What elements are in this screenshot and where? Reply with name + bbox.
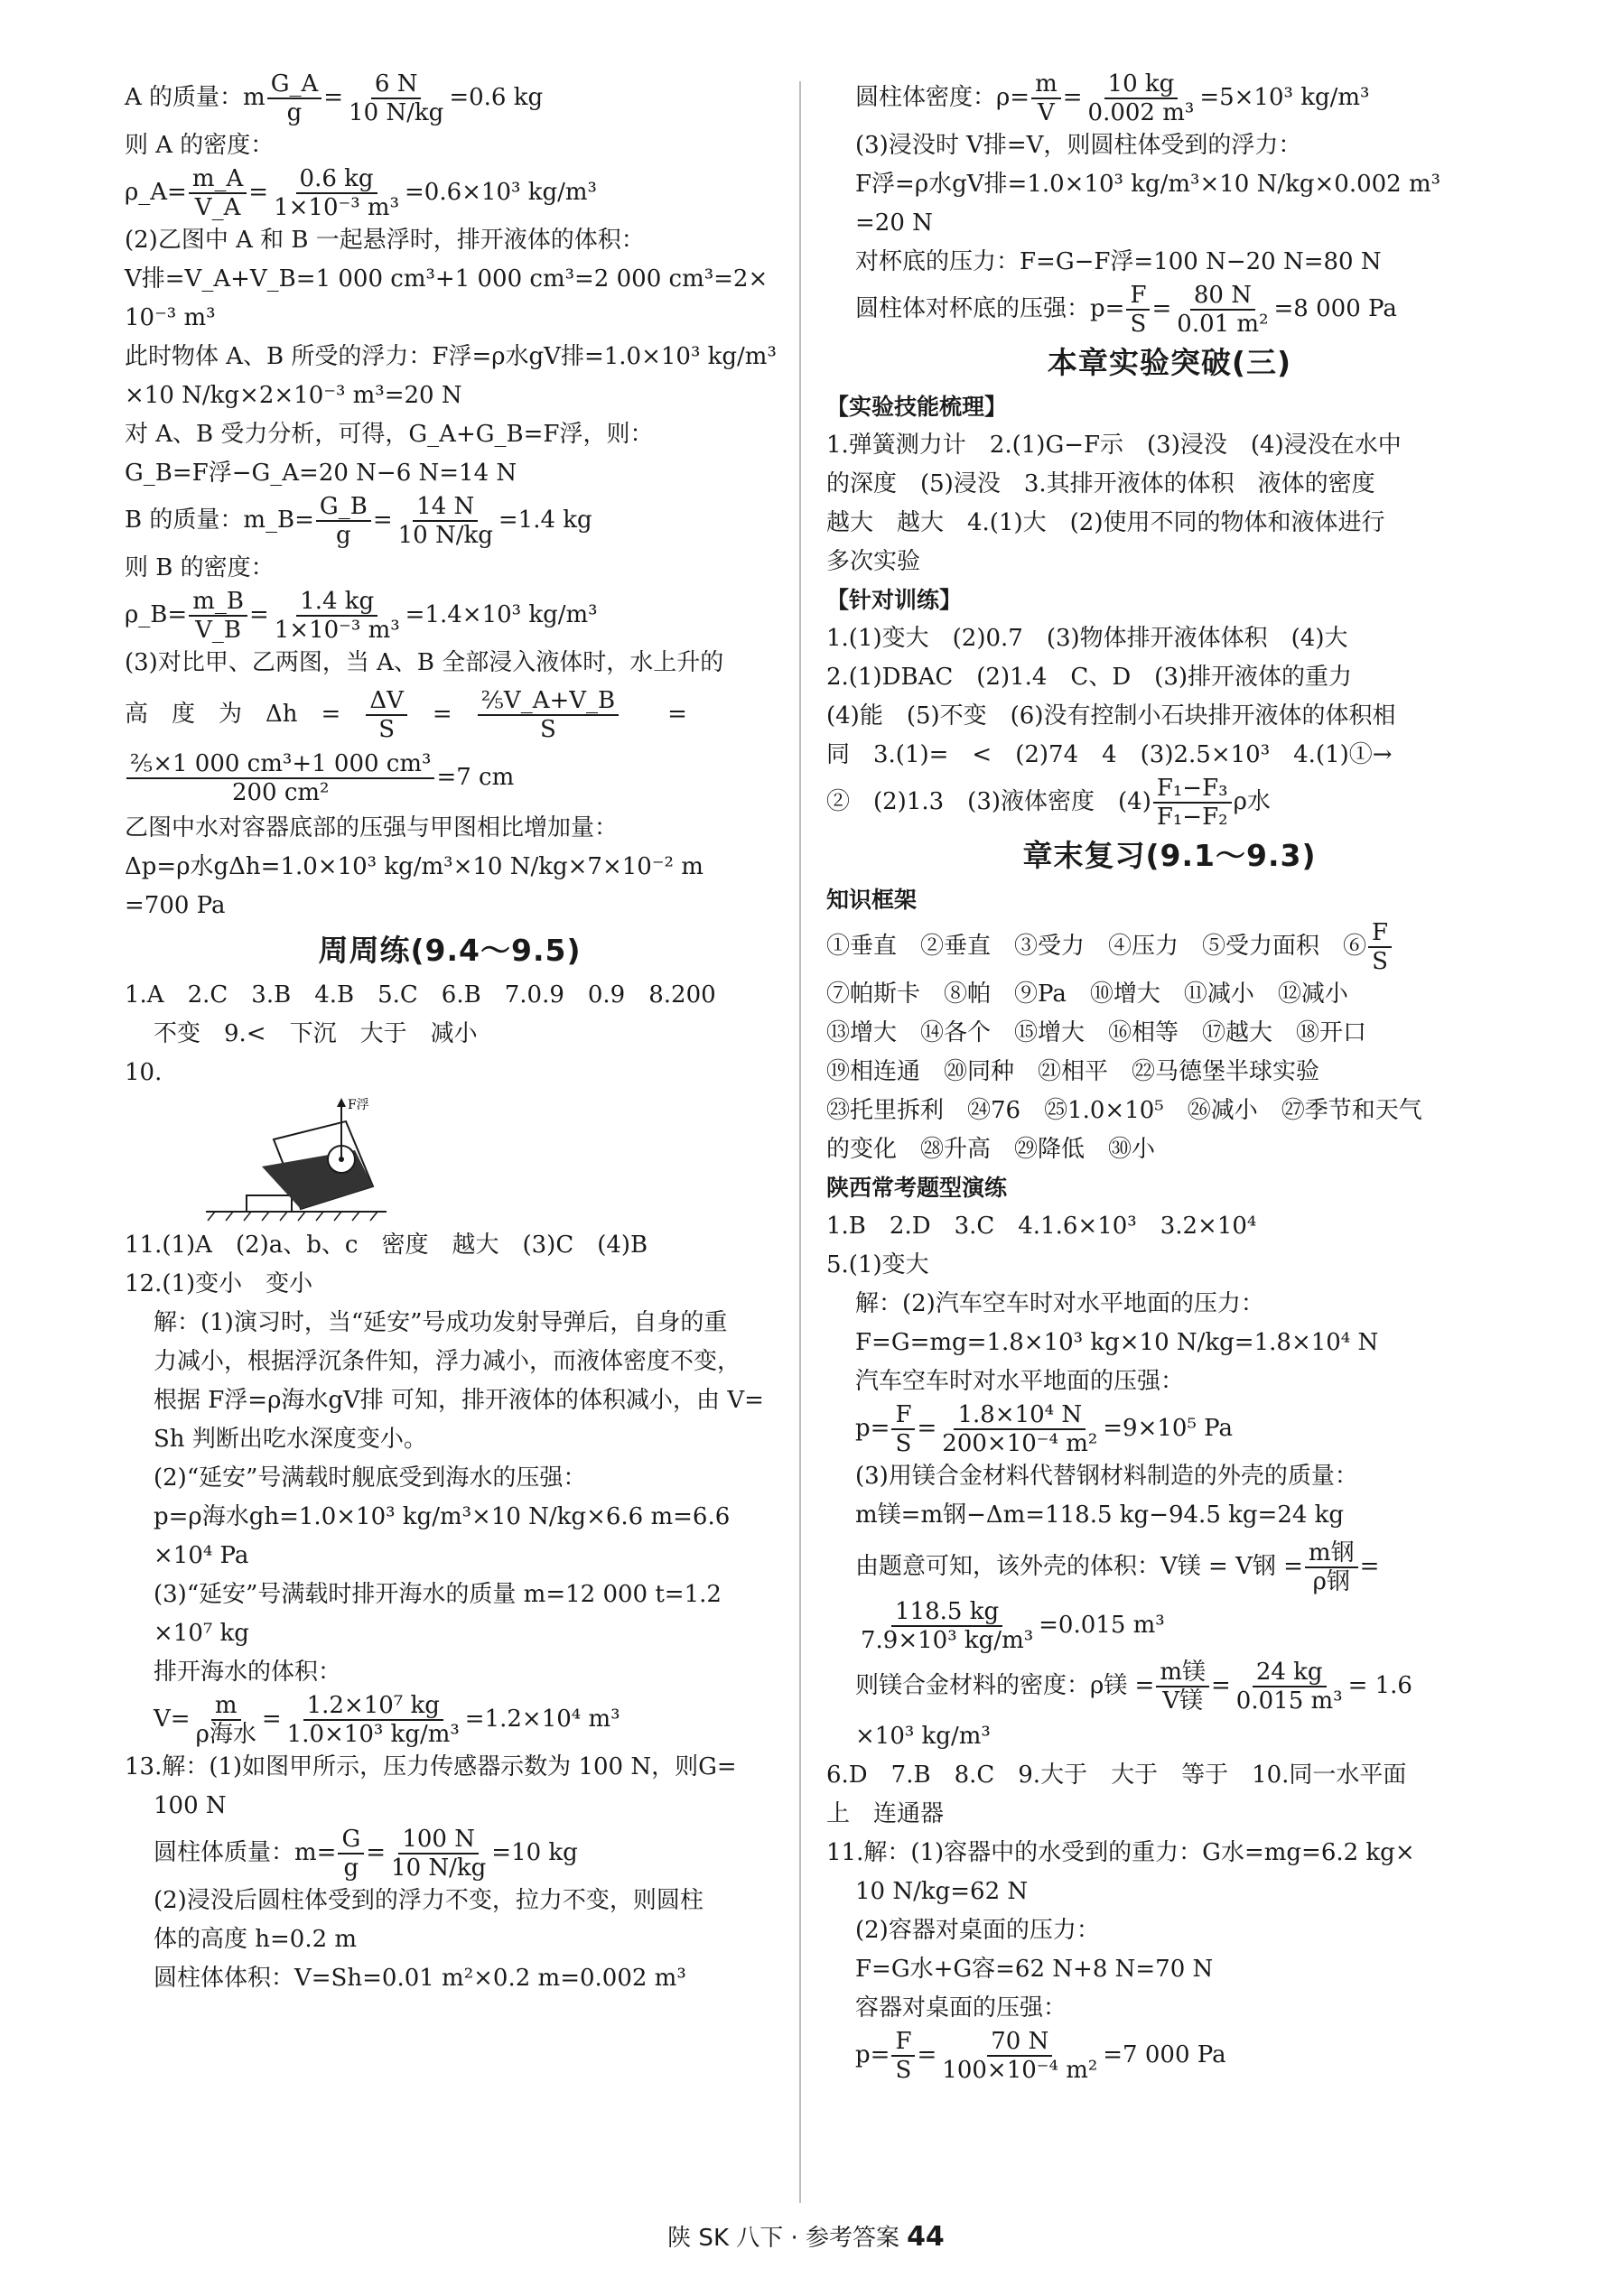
cylinder-mass-line: 圆柱体质量：m= $\frac{G}{g}$ = $\frac{100 N}{10 N/kg}$ =10 kg (154, 1826, 578, 1882)
answer-line: 越大 越大 4.(1)大 (2)使用不同的物体和液体进行 (826, 509, 1385, 536)
text-line: G_B=F浮−G_A=20 N−6 N=14 N (125, 460, 517, 487)
text-line: 排开海水的体积： (154, 1659, 342, 1686)
answer-line: 6.D 7.B 8.C 9.大于 大于 等于 10.同一水平面 (826, 1762, 1407, 1789)
text-line: 乙图中水对容器底部的压强与甲图相比增加量： (125, 814, 619, 841)
text-line: 10⁻³ m³ (125, 304, 216, 331)
volume-line: V= $\frac{m}{\text{ρ海水}}$ = $\frac{\text{1.2×10⁷ kg}}{\text{1.0×10³ kg/m³}}$ =1.2×10⁴ m³ (154, 1692, 620, 1748)
text-line: ×10⁴ Pa (154, 1542, 249, 1569)
text-line: 容器对桌面的压强： (855, 1994, 1067, 2022)
car-pressure-line: p= $\frac{F}{S}$ = $\frac{\text{1.8×10⁴ N}}{\text{200×10⁻⁴ m²}}$ =9×10⁵ Pa (855, 1401, 1233, 1457)
framework-line: ⑬增大 ⑭各个 ⑮增大 ⑯相等 ⑰越大 ⑱开口 (826, 1019, 1367, 1046)
text-line: F=G水+G容=62 N+8 N=70 N (855, 1956, 1214, 1983)
answer-line: 同 3.(1)= < (2)74 4 (3)2.5×10³ 4.(1)①→ (826, 741, 1393, 768)
text-line: (3)浸没时 V排=V，则圆柱体受到的浮力： (855, 132, 1302, 159)
text-line: 100 N (154, 1792, 227, 1819)
text-line: Sh 判断出吃水深度变小。 (154, 1426, 427, 1453)
height-line: 高 度 为 Δh = $\frac{\Delta V}{S}$ = $\frac{\text{⅖V\_A+V\_B}}{S}$ = (125, 687, 687, 743)
answer-line: 12.(1)变小 变小 (125, 1270, 313, 1297)
density-a-line: ρ_A= $\frac{m\_A}{V\_A}$ = $\frac{0.6 kg}{\text{1×10⁻³ m³}}$ =0.6×10³ kg/m³ (125, 165, 597, 221)
framework-line: ①垂直 ②垂直 ③受力 ④压力 ⑤受力面积 ⑥ $\frac{F}{S}$ (826, 919, 1513, 975)
mass-a-line: A 的质量：m $\frac{G\_A}{g}$ = $\frac{6 N}{10 N/kg}$ =0.6 kg (125, 70, 544, 126)
shell-volume-result: $\frac{118.5 kg}{\text{7.9×10³ kg/m³}}$ =0.015 m³ (861, 1598, 1165, 1654)
text-line: (2)“延安”号满载时舰底受到海水的压强： (154, 1464, 587, 1492)
text-line: 此时物体 A、B 所受的浮力：F浮=ρ水gV排=1.0×10³ kg/m³ (125, 343, 777, 370)
text-line: (3)“延安”号满载时排开海水的质量 m=12 000 t=1.2 (154, 1581, 722, 1608)
text-line: F=G=mg=1.8×10³ kg×10 N/kg=1.8×10⁴ N (855, 1329, 1379, 1356)
text-line: (2)容器对桌面的压力： (855, 1917, 1100, 1944)
page-footer (0, 2219, 1612, 2253)
text-line: 体的高度 h=0.2 m (154, 1926, 358, 1953)
column-divider (799, 81, 801, 2203)
answer-line: 1.弹簧测力计 2.(1)G−F示 (3)浸没 (4)浸没在水中 (826, 432, 1402, 459)
answer-line: 13.解：(1)如图甲所示，压力传感器示数为 100 N，则G= (125, 1753, 737, 1780)
answer-line: 上 连通器 (826, 1800, 945, 1827)
answer-line: 的深度 (5)浸没 3.其排开液体的体积 液体的密度 (826, 470, 1375, 497)
text-line: 根据 F浮=ρ海水gV排 可知，排开液体的体积减小，由 V= (154, 1387, 764, 1414)
text-line: ×10⁷ kg (154, 1620, 249, 1647)
support-block (247, 1195, 292, 1212)
answer-line: 1.A 2.C 3.B 4.B 5.C 6.B 7.0.9 0.9 8.200 (125, 981, 716, 1009)
text-line: V排=V_A+V_B=1 000 cm³+1 000 cm³=2 000 cm³=2× (125, 265, 769, 293)
text-line: 解：(2)汽车空车时对水平地面的压力： (855, 1290, 1264, 1317)
text-line: p=ρ海水gh=1.0×10³ kg/m³×10 N/kg×6.6 m=6.6 (154, 1503, 731, 1530)
alloy-density-line: 则镁合金材料的密度：ρ镁 = $\frac{\text{m镁}}{\text{V镁}}$ = $\frac{24 kg}{\text{0.015 m³}}$ = 1.6 (855, 1659, 1412, 1715)
framework-line: ⑲相连通 ⑳同种 ㉑相平 ㉒马德堡半球实验 (826, 1058, 1320, 1085)
answer-line: 2.(1)DBAC (2)1.4 C、D (3)排开液体的重力 (826, 664, 1353, 691)
text-line: 对杯底的压力：F=G−F浮=100 N−20 N=80 N (855, 248, 1382, 275)
answer-line: ② (2)1.3 (3)液体密度 (4) $\frac{\text{F₁−F₃}}{\text{F₁−F₂}}$ ρ水 (826, 775, 1271, 831)
answer-line: 11.(1)A (2)a、b、c 密度 越大 (3)C (4)B (125, 1232, 648, 1259)
density-b-line: ρ_B= $\frac{m\_B}{V\_B}$ = $\frac{1.4 kg}{\text{1×10⁻³ m³}}$ =1.4×10³ kg/m³ (125, 588, 598, 644)
text-line: =20 N (855, 209, 933, 237)
height-result-line: $\frac{\text{⅖×1 000 cm³+1 000 cm³}}{\text{200 cm²}}$ =7 cm (125, 746, 775, 809)
text-line: F浮=ρ水gV排=1.0×10³ kg/m³×10 N/kg×0.002 m³ (855, 171, 1441, 198)
answer-line: 1.(1)变大 (2)0.7 (3)物体排开液体体积 (4)大 (826, 625, 1348, 652)
right-column (826, 70, 1513, 2084)
section-heading-weekly: 周周练(9.4～9.5) (318, 933, 582, 968)
text-line: Δp=ρ水gΔh=1.0×10³ kg/m³×10 N/kg×7×10⁻² m (125, 853, 704, 880)
section-heading-experiment: 本章实验突破(三) (1047, 345, 1292, 380)
text-line: (2)浸没后圆柱体受到的浮力不变，拉力不变，则圆柱 (154, 1887, 704, 1914)
pressure-line: 圆柱体对杯底的压强：p= $\frac{F}{S}$ = $\frac{80 N}{\text{0.01 m²}}$ =8 000 Pa (855, 282, 1397, 338)
subsection-framework: 知识框架 (826, 887, 918, 913)
text-line: (2)乙图中 A 和 B 一起悬浮时，排开液体的体积： (125, 227, 645, 254)
subsection-training: 【针对训练】 (826, 587, 963, 613)
subsection-skill: 【实验技能梳理】 (826, 394, 1008, 420)
text-line: (3)用镁合金材料代替钢材料制造的外壳的质量： (855, 1463, 1358, 1490)
buoyancy-diagram (206, 1096, 423, 1222)
answer-line: (4)能 (5)不变 (6)没有控制小石块排开液体的体积相 (826, 702, 1396, 730)
question-10-label: 10. (125, 1059, 163, 1086)
force-label: F浮 (348, 1098, 369, 1112)
answer-line: 多次实验 (826, 548, 921, 575)
text-line: 解：(1)演习时，当“延安”号成功发射导弹后，自身的重 (154, 1309, 728, 1336)
text-line: 力减小，根据浮沉条件知，浮力减小，而液体密度不变， (154, 1348, 741, 1375)
text-line: 则 A 的密度： (125, 132, 275, 159)
answer-line: 1.B 2.D 3.C 4.1.6×10³ 3.2×10⁴ (826, 1213, 1257, 1240)
answer-line: 不变 9.< 下沉 大于 减小 (154, 1020, 478, 1047)
answer-line: 11.解：(1)容器中的水受到的重力：G水=mg=6.2 kg× (826, 1839, 1415, 1866)
text-line: 对 A、B 受力分析，可得，G_A+G_B=F浮，则： (125, 421, 654, 448)
text-line: (3)对比甲、乙两图，当 A、B 全部浸入液体时，水上升的 (125, 649, 724, 676)
desk-pressure-line: p= $\frac{F}{S}$ = $\frac{70 N}{\text{100×10⁻⁴ m²}}$ =7 000 Pa (855, 2028, 1226, 2084)
text-line: =700 Pa (125, 892, 226, 919)
text-line: 则 B 的密度： (125, 554, 275, 581)
subsection-shaanxi: 陕西常考题型演练 (826, 1175, 1008, 1201)
mass-b-line: B 的质量：m_B= $\frac{G\_B}{g}$ = $\frac{14 N}{10 N/kg}$ =1.4 kg (125, 493, 592, 549)
text-line: ×10³ kg/m³ (855, 1723, 991, 1750)
text-line: 汽车空车时对水平地面的压强： (855, 1368, 1185, 1395)
text-line: m镁=m钢−Δm=118.5 kg−94.5 kg=24 kg (855, 1501, 1345, 1529)
cylinder-density-line: 圆柱体密度：ρ= $\frac{m}{V}$ = $\frac{10 kg}{\text{0.002 m³}}$ =5×10³ kg/m³ (855, 70, 1370, 126)
framework-line: 的变化 ㉘升高 ㉙降低 ㉚小 (826, 1136, 1156, 1163)
ground-hatch (208, 1212, 377, 1221)
page-number: 44 (907, 2221, 945, 2253)
footer-text: 陕 SK 八下 · 参考答案 (667, 2225, 900, 2252)
shell-volume-line: 由题意可知，该外壳的体积：V镁 = V钢 = $\frac{\text{m钢}}{\text{ρ钢}}$ = (855, 1539, 1380, 1595)
section-heading-review: 章末复习(9.1～9.3) (1022, 838, 1317, 873)
left-column (125, 70, 775, 1998)
framework-line: ㉓托里拆利 ㉔76 ㉕1.0×10⁵ ㉖减小 ㉗季节和天气 (826, 1097, 1422, 1124)
text-line: ×10 N/kg×2×10⁻³ m³=20 N (125, 382, 462, 409)
answer-line: 5.(1)变大 (826, 1251, 929, 1278)
framework-line: ⑦帕斯卡 ⑧帕 ⑨Pa ⑩增大 ⑪减小 ⑫减小 (826, 981, 1348, 1008)
text-line: 10 N/kg=62 N (855, 1878, 1029, 1905)
text-line: 圆柱体体积：V=Sh=0.01 m²×0.2 m=0.002 m³ (154, 1965, 686, 1992)
